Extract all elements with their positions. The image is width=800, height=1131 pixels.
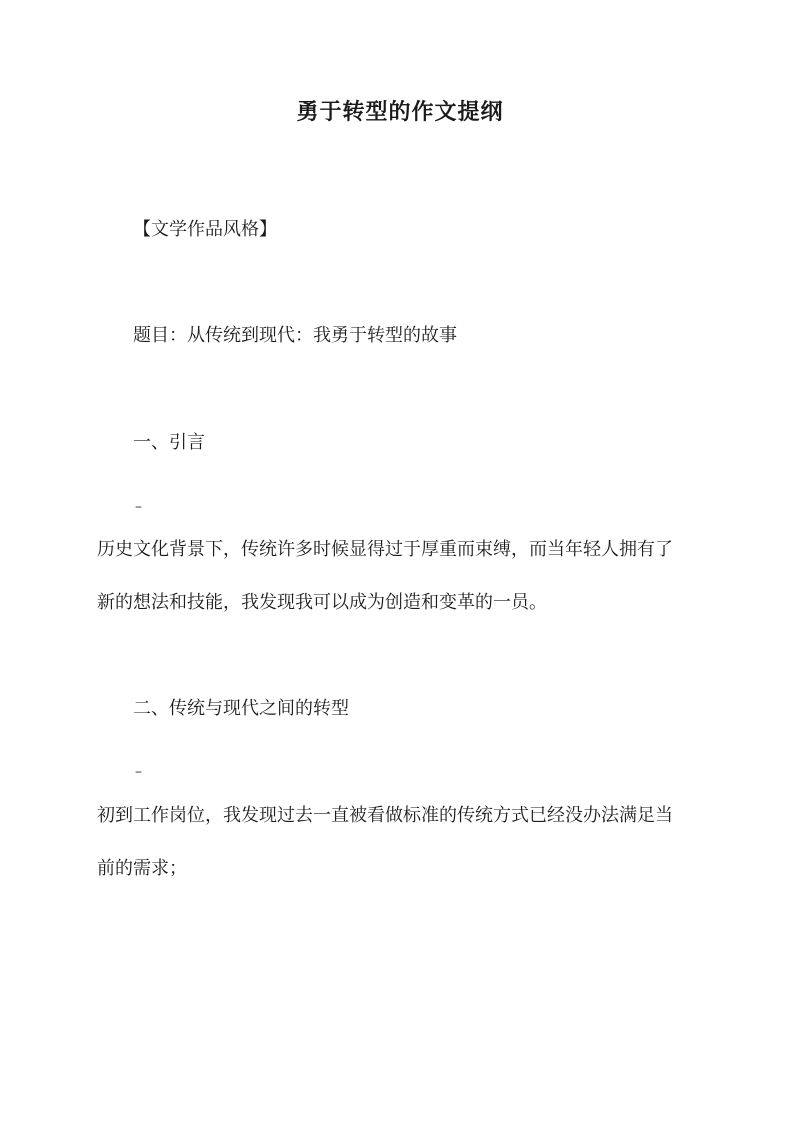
document-title: 勇于转型的作文提纲 xyxy=(296,99,504,125)
section-heading-transition: 二、传统与现代之间的转型 xyxy=(133,698,349,719)
section-heading-intro: 一、引言 xyxy=(133,432,205,453)
paragraph-line: 历史文化背景下，传统许多时候显得过于厚重而束缚，而当年轻人拥有了 xyxy=(97,539,673,560)
paragraph-line: 新的想法和技能，我发现我可以成为创造和变革的一员。 xyxy=(97,592,547,613)
paragraph-line: 前的需求； xyxy=(97,858,187,879)
list-marker: – xyxy=(135,499,142,515)
essay-topic: 题目：从传统到现代：我勇于转型的故事 xyxy=(133,325,457,346)
list-marker: – xyxy=(135,764,142,780)
paragraph-line: 初到工作岗位，我发现过去一直被看做标准的传统方式已经没办法满足当 xyxy=(97,805,673,826)
style-label: 【文学作品风格】 xyxy=(133,219,277,240)
